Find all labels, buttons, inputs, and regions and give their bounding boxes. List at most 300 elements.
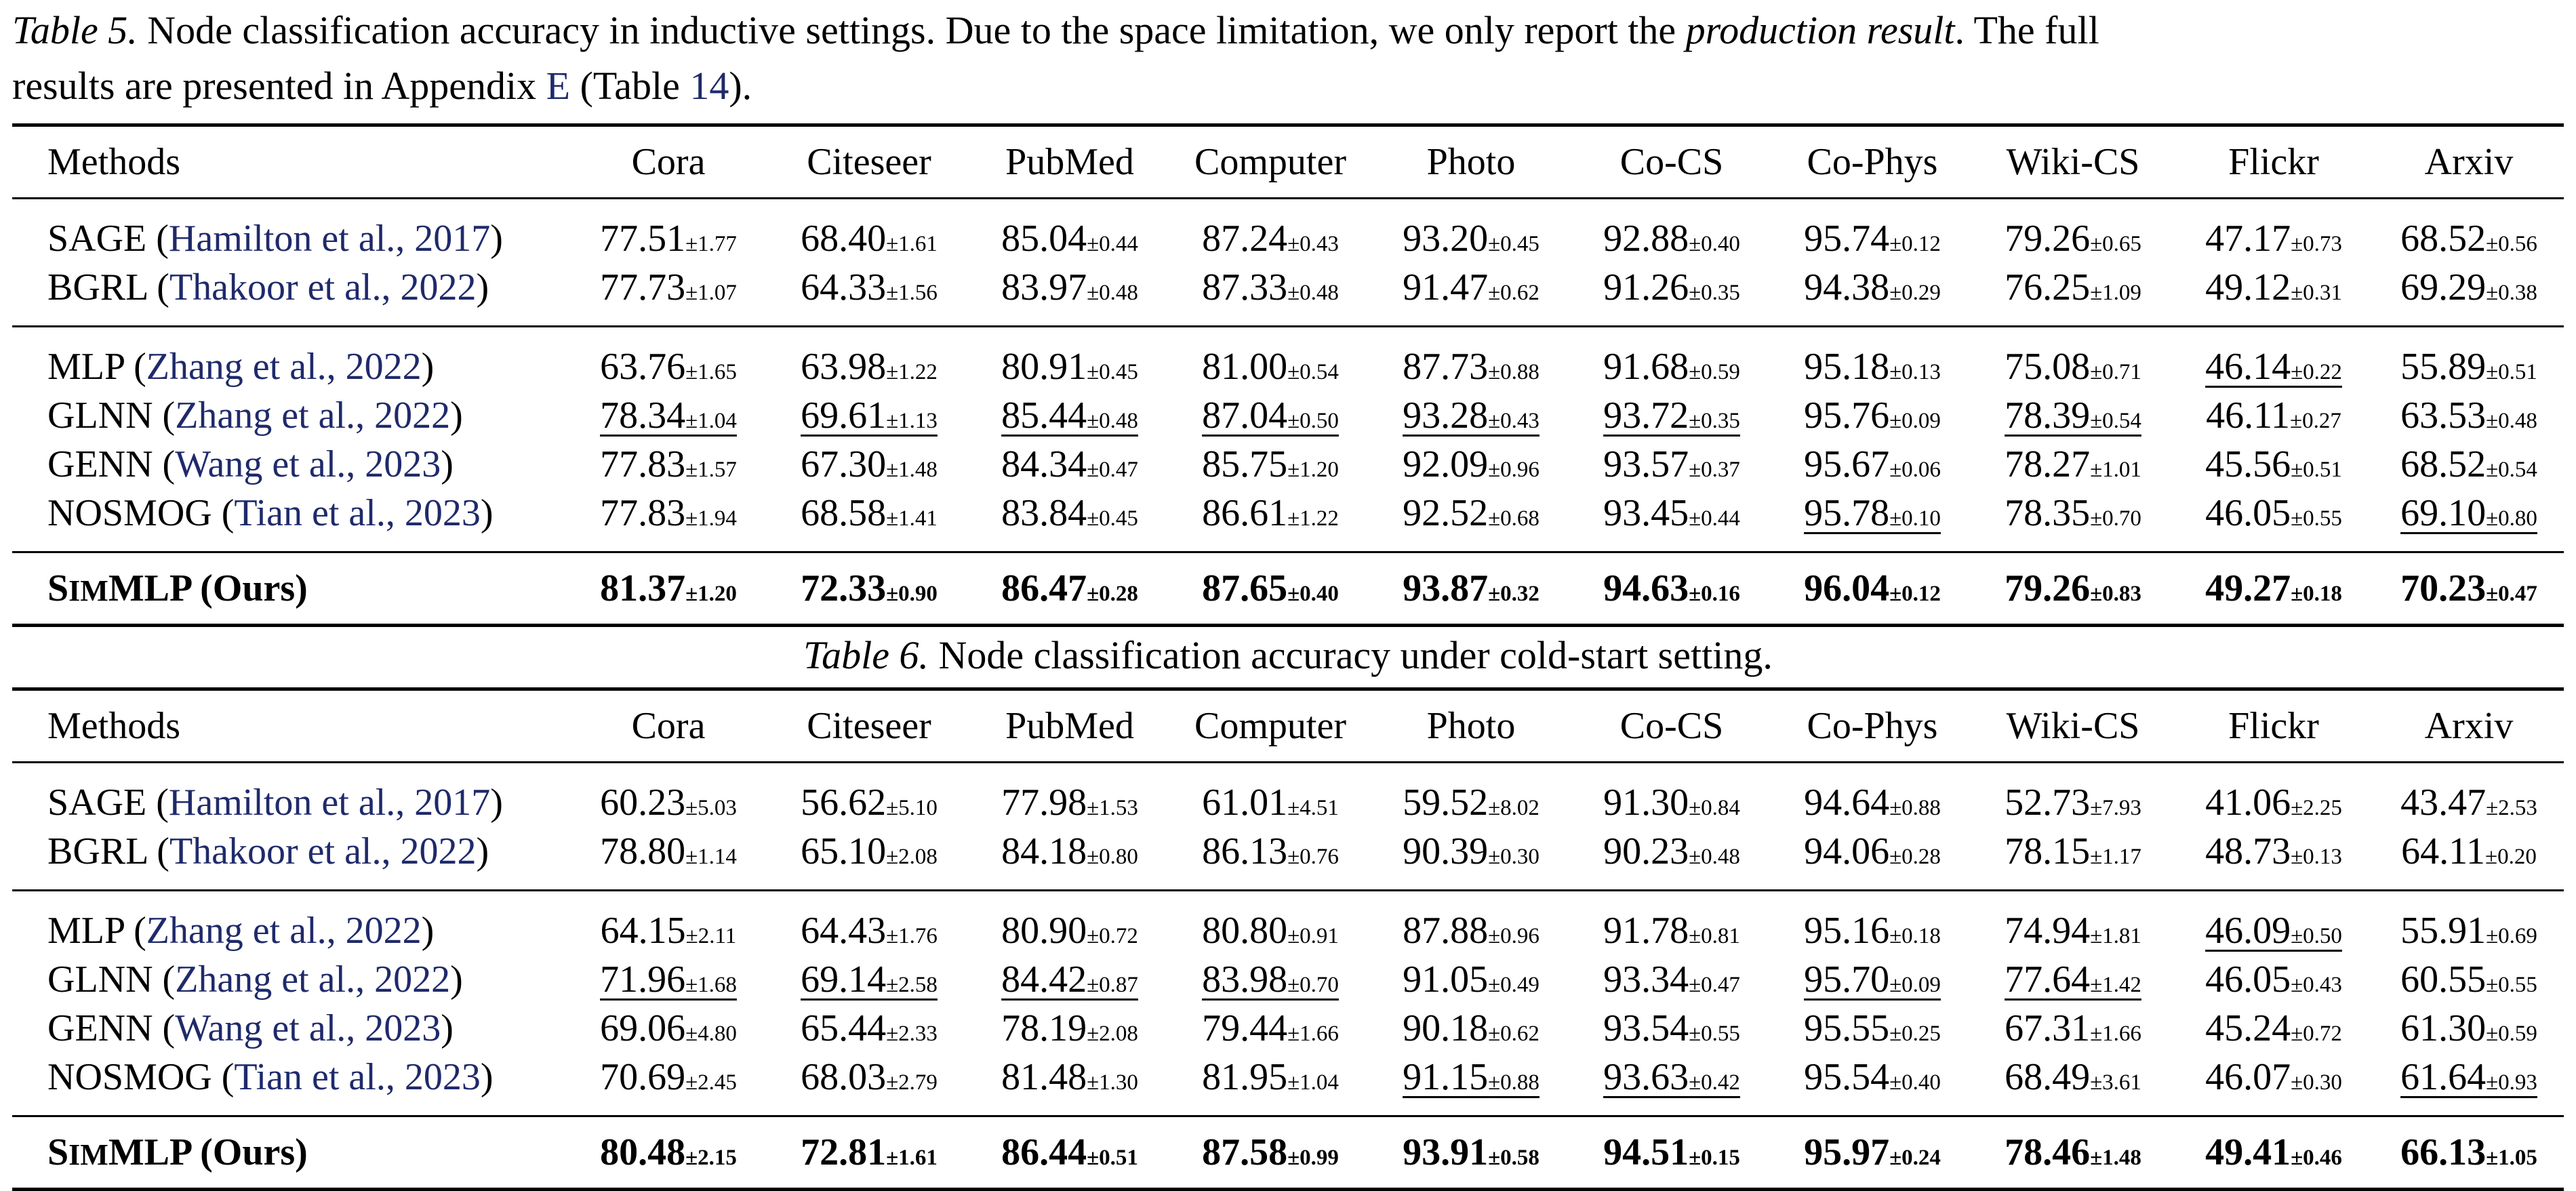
value-cell-ours bbox=[2374, 552, 2564, 626]
value-cell bbox=[1571, 263, 1772, 327]
value-cell bbox=[568, 891, 769, 956]
value-cell bbox=[769, 955, 969, 1004]
value-cell bbox=[1571, 891, 1772, 956]
value-cell-ours bbox=[568, 552, 769, 626]
value-cell bbox=[1371, 489, 1571, 552]
value-cell-ours bbox=[1973, 552, 2173, 626]
mean-value: 90.18 bbox=[1403, 1007, 1489, 1049]
citation-link[interactable]: Tian et al., 2023 bbox=[234, 1056, 481, 1098]
table5-caption-text-2: . The full bbox=[1954, 8, 2099, 52]
value-cell bbox=[1571, 827, 1772, 891]
value-cell bbox=[1772, 440, 1973, 489]
value-cell bbox=[1371, 891, 1571, 956]
table-row bbox=[12, 199, 2564, 264]
mean-value: 93.20 bbox=[1403, 218, 1489, 260]
ours-name-rest: MLP (Ours) bbox=[108, 1131, 308, 1173]
std-value: ±0.46 bbox=[2291, 1146, 2342, 1170]
value-cell bbox=[1973, 1004, 2173, 1053]
value-cell bbox=[1170, 827, 1371, 891]
value-cell bbox=[769, 827, 969, 891]
value-cell-ours bbox=[2173, 1116, 2374, 1190]
mean-value: 77.98 bbox=[1001, 782, 1087, 824]
method-cell: BGRL (Thakoor et al., 2022) bbox=[47, 266, 489, 308]
ours-name-smallcaps: IM bbox=[68, 574, 108, 607]
value-cell bbox=[2374, 199, 2564, 264]
table-row bbox=[12, 489, 2564, 552]
std-value: ±0.87 bbox=[1087, 973, 1138, 997]
std-value: ±0.06 bbox=[1889, 458, 1941, 482]
std-value: ±0.44 bbox=[1689, 506, 1740, 531]
std-value: ±0.20 bbox=[2485, 845, 2537, 869]
std-value: ±0.88 bbox=[1488, 1070, 1539, 1095]
mean-value: 78.27 bbox=[2005, 443, 2091, 485]
std-value: ±0.44 bbox=[1087, 232, 1138, 256]
value-cell bbox=[1973, 327, 2173, 392]
std-value: ±1.05 bbox=[2486, 1146, 2537, 1170]
mean-value: 68.52 bbox=[2400, 443, 2487, 485]
std-value: ±1.53 bbox=[1087, 796, 1138, 820]
mean-value: 46.11 bbox=[2206, 395, 2291, 437]
std-value: ±0.62 bbox=[1488, 281, 1539, 305]
std-value: ±1.61 bbox=[886, 1146, 938, 1170]
mean-value: 84.42 bbox=[1001, 958, 1087, 1001]
citation-link[interactable]: Thakoor et al., 2022 bbox=[169, 830, 477, 872]
mean-value: 87.65 bbox=[1202, 567, 1288, 609]
mean-value: 81.00 bbox=[1202, 346, 1288, 388]
mean-value: 78.39 bbox=[2005, 395, 2091, 437]
value-cell bbox=[2374, 891, 2564, 956]
citation-link[interactable]: Zhang et al., 2022 bbox=[175, 395, 451, 437]
value-cell bbox=[769, 891, 969, 956]
value-cell bbox=[1772, 489, 1973, 552]
std-value: ±0.80 bbox=[2486, 506, 2537, 531]
value-cell bbox=[769, 440, 969, 489]
std-value: ±0.62 bbox=[1488, 1022, 1539, 1046]
table5 bbox=[12, 123, 2564, 627]
mean-value: 80.91 bbox=[1001, 346, 1087, 388]
value-cell bbox=[2173, 327, 2374, 392]
value-cell bbox=[1973, 955, 2173, 1004]
mean-value: 68.52 bbox=[2400, 218, 2487, 260]
std-value: ±1.66 bbox=[1287, 1022, 1339, 1046]
mean-value: 95.16 bbox=[1804, 910, 1890, 952]
value-cell bbox=[2173, 955, 2374, 1004]
column-header: Co-CS bbox=[1571, 125, 1772, 199]
std-value: ±0.24 bbox=[1889, 1146, 1941, 1170]
mean-value: 93.63 bbox=[1603, 1056, 1689, 1098]
column-header: Wiki-CS bbox=[1973, 125, 2173, 199]
std-value: ±0.32 bbox=[1488, 582, 1539, 606]
std-value: ±0.30 bbox=[1488, 845, 1539, 869]
std-value: ±0.25 bbox=[1889, 1022, 1941, 1046]
mean-value: 71.96 bbox=[600, 958, 686, 1001]
std-value: ±1.14 bbox=[685, 845, 737, 869]
mean-value: 91.26 bbox=[1603, 266, 1689, 308]
mean-value: 61.64 bbox=[2400, 1056, 2487, 1098]
mean-value: 93.72 bbox=[1603, 395, 1689, 437]
value-cell-ours bbox=[769, 1116, 969, 1190]
mean-value: 91.47 bbox=[1403, 266, 1489, 308]
value-cell-ours bbox=[1571, 1116, 1772, 1190]
method-cell: BGRL (Thakoor et al., 2022) bbox=[47, 830, 489, 872]
mean-value: 86.13 bbox=[1202, 830, 1288, 872]
column-header: Co-Phys bbox=[1772, 125, 1973, 199]
std-value: ±0.51 bbox=[2486, 360, 2537, 384]
std-value: ±0.88 bbox=[1488, 360, 1539, 384]
mean-value: 79.44 bbox=[1202, 1007, 1288, 1049]
mean-value: 90.23 bbox=[1603, 830, 1689, 872]
value-cell bbox=[1571, 199, 1772, 264]
std-value: ±0.27 bbox=[2290, 409, 2341, 433]
value-cell bbox=[1170, 440, 1371, 489]
std-value: ±2.79 bbox=[886, 1070, 938, 1095]
value-cell bbox=[568, 763, 769, 828]
column-header: Flickr bbox=[2173, 125, 2374, 199]
std-value: ±1.76 bbox=[886, 924, 938, 948]
method-cell: GLNN (Zhang et al., 2022) bbox=[47, 958, 463, 1001]
std-value: ±0.91 bbox=[1287, 924, 1339, 948]
value-cell bbox=[769, 263, 969, 327]
value-cell bbox=[969, 955, 1170, 1004]
mean-value: 46.07 bbox=[2205, 1056, 2291, 1098]
std-value: ±0.71 bbox=[2090, 360, 2141, 384]
std-value: ±1.07 bbox=[685, 281, 737, 305]
std-value: ±0.48 bbox=[2486, 409, 2537, 433]
value-cell bbox=[1170, 263, 1371, 327]
mean-value: 92.88 bbox=[1603, 218, 1689, 260]
value-cell-ours bbox=[1371, 1116, 1571, 1190]
value-cell bbox=[969, 1053, 1170, 1116]
mean-value: 41.06 bbox=[2205, 782, 2291, 824]
method-cell: SAGE (Hamilton et al., 2017) bbox=[12, 199, 568, 264]
std-value: ±0.96 bbox=[1488, 458, 1539, 482]
header-row bbox=[12, 125, 2564, 199]
std-value: ±0.70 bbox=[1287, 973, 1339, 997]
table6-caption-text: Node classification accuracy under cold-start setting. bbox=[928, 633, 1773, 677]
mean-value: 64.43 bbox=[801, 910, 887, 952]
mean-value: 87.88 bbox=[1403, 910, 1489, 952]
std-value: ±1.48 bbox=[886, 458, 938, 482]
mean-value: 81.48 bbox=[1001, 1056, 1087, 1098]
value-cell bbox=[2173, 891, 2374, 956]
mean-value: 83.97 bbox=[1001, 266, 1087, 308]
value-cell bbox=[1973, 440, 2173, 489]
std-value: ±1.48 bbox=[2090, 1146, 2141, 1170]
mean-value: 93.28 bbox=[1403, 395, 1489, 437]
table-row bbox=[12, 263, 2564, 327]
std-value: ±0.55 bbox=[2291, 506, 2342, 531]
value-cell bbox=[1772, 391, 1973, 440]
column-header: PubMed bbox=[969, 689, 1170, 763]
mean-value: 78.34 bbox=[600, 395, 686, 437]
std-value: ±0.73 bbox=[2291, 232, 2342, 256]
method-cell-ours bbox=[12, 552, 568, 626]
std-value: ±0.45 bbox=[1087, 360, 1138, 384]
value-cell bbox=[969, 891, 1170, 956]
mean-value: 93.34 bbox=[1603, 958, 1689, 1001]
mean-value: 91.05 bbox=[1403, 958, 1489, 1001]
value-cell bbox=[769, 489, 969, 552]
ours-name-initial: S bbox=[47, 1131, 69, 1173]
std-value: ±1.65 bbox=[685, 360, 737, 384]
mean-value: 93.57 bbox=[1603, 443, 1689, 485]
appendix-link[interactable]: E bbox=[546, 64, 571, 108]
std-value: ±1.20 bbox=[685, 582, 737, 606]
std-value: ±2.15 bbox=[685, 1146, 737, 1170]
value-cell-ours bbox=[1371, 552, 1571, 626]
citation-link[interactable]: Tian et al., 2023 bbox=[234, 492, 481, 534]
mean-value: 77.51 bbox=[600, 218, 686, 260]
table14-link[interactable]: 14 bbox=[689, 64, 729, 108]
mean-value: 85.04 bbox=[1001, 218, 1087, 260]
method-cell: GENN (Wang et al., 2023) bbox=[47, 443, 454, 485]
mean-value: 64.11 bbox=[2401, 830, 2486, 872]
mean-value: 68.03 bbox=[801, 1056, 887, 1098]
ours-name-rest: MLP (Ours) bbox=[108, 567, 308, 609]
mean-value: 52.73 bbox=[2005, 782, 2091, 824]
value-cell bbox=[2374, 391, 2564, 440]
value-cell bbox=[568, 955, 769, 1004]
mean-value: 55.89 bbox=[2400, 346, 2487, 388]
std-value: ±0.50 bbox=[2291, 924, 2342, 948]
table5-caption-line2-b: (Table bbox=[570, 64, 690, 108]
value-cell bbox=[1371, 391, 1571, 440]
citation-link[interactable]: Hamilton et al., 2017 bbox=[168, 782, 491, 824]
method-name: MLP bbox=[47, 910, 125, 952]
mean-value: 69.06 bbox=[600, 1007, 686, 1049]
value-cell bbox=[969, 440, 1170, 489]
std-value: ±0.48 bbox=[1087, 409, 1138, 433]
method-name: SAGE bbox=[47, 218, 147, 260]
std-value: ±2.25 bbox=[2291, 796, 2342, 820]
citation-link[interactable]: Wang et al., 2023 bbox=[175, 1007, 441, 1049]
value-cell bbox=[1170, 489, 1371, 552]
std-value: ±1.66 bbox=[2090, 1022, 2141, 1046]
citation-link[interactable]: Wang et al., 2023 bbox=[175, 443, 441, 485]
column-header: Arxiv bbox=[2374, 689, 2564, 763]
table-row bbox=[12, 891, 2564, 956]
std-value: ±0.15 bbox=[1689, 1146, 1740, 1170]
table-row bbox=[12, 763, 2564, 828]
mean-value: 87.73 bbox=[1403, 346, 1489, 388]
value-cell bbox=[1371, 955, 1571, 1004]
method-name: GENN bbox=[47, 1007, 153, 1049]
method-name: NOSMOG bbox=[47, 492, 212, 534]
std-value: ±1.13 bbox=[886, 409, 938, 433]
column-header: Computer bbox=[1170, 689, 1371, 763]
mean-value: 69.61 bbox=[801, 395, 887, 437]
column-header: Cora bbox=[568, 689, 769, 763]
mean-value: 49.41 bbox=[2205, 1131, 2291, 1173]
std-value: ±0.18 bbox=[1889, 924, 1941, 948]
table5-caption-line2-a: results are presented in Appendix bbox=[12, 64, 546, 108]
value-cell bbox=[1973, 1053, 2173, 1116]
mean-value: 86.47 bbox=[1001, 567, 1087, 609]
table5-caption-italic: production result bbox=[1685, 8, 1955, 52]
value-cell bbox=[769, 199, 969, 264]
mean-value: 69.10 bbox=[2400, 492, 2487, 534]
value-cell bbox=[2374, 263, 2564, 327]
std-value: ±0.55 bbox=[1689, 1022, 1740, 1046]
citation-link[interactable]: Hamilton et al., 2017 bbox=[168, 218, 491, 260]
column-header: Methods bbox=[12, 689, 568, 763]
table6-caption-label: Table 6. bbox=[803, 633, 929, 677]
value-cell bbox=[1973, 763, 2173, 828]
std-value: ±0.10 bbox=[1889, 506, 1941, 531]
mean-value: 65.10 bbox=[801, 830, 887, 872]
std-value: ±0.59 bbox=[2486, 1022, 2537, 1046]
value-cell bbox=[969, 263, 1170, 327]
citation-link[interactable]: Zhang et al., 2022 bbox=[175, 958, 451, 1001]
mean-value: 87.24 bbox=[1202, 218, 1288, 260]
mean-value: 95.54 bbox=[1804, 1056, 1890, 1098]
value-cell bbox=[1170, 1053, 1371, 1116]
table-row bbox=[12, 391, 2564, 440]
std-value: ±1.42 bbox=[2090, 973, 2141, 997]
table5-caption-text-1: Node classification accuracy in inductive settings. Due to the space limitation, we only report the bbox=[137, 8, 1686, 52]
mean-value: 83.98 bbox=[1202, 958, 1288, 1001]
table6-caption bbox=[12, 628, 2564, 683]
std-value: ±0.31 bbox=[2291, 281, 2342, 305]
std-value: ±4.51 bbox=[1287, 796, 1339, 820]
mean-value: 77.73 bbox=[600, 266, 686, 308]
value-cell bbox=[1973, 891, 2173, 956]
mean-value: 95.97 bbox=[1804, 1131, 1890, 1173]
std-value: ±1.04 bbox=[1287, 1070, 1339, 1095]
mean-value: 84.34 bbox=[1001, 443, 1087, 485]
std-value: ±5.10 bbox=[886, 796, 938, 820]
mean-value: 72.81 bbox=[801, 1131, 887, 1173]
mean-value: 90.39 bbox=[1403, 830, 1489, 872]
mean-value: 94.63 bbox=[1603, 567, 1689, 609]
mean-value: 68.40 bbox=[801, 218, 887, 260]
value-cell bbox=[2374, 763, 2564, 828]
value-cell bbox=[969, 827, 1170, 891]
method-cell: MLP (Zhang et al., 2022) bbox=[12, 327, 568, 392]
mean-value: 61.01 bbox=[1202, 782, 1288, 824]
value-cell bbox=[1371, 327, 1571, 392]
citation-link[interactable]: Thakoor et al., 2022 bbox=[169, 266, 477, 308]
value-cell bbox=[969, 489, 1170, 552]
std-value: ±1.61 bbox=[886, 232, 938, 256]
mean-value: 91.15 bbox=[1403, 1056, 1489, 1098]
mean-value: 86.44 bbox=[1001, 1131, 1087, 1173]
std-value: ±0.51 bbox=[2291, 458, 2342, 482]
ours-name-initial: S bbox=[47, 567, 69, 609]
std-value: ±1.94 bbox=[685, 506, 737, 531]
std-value: ±0.43 bbox=[1488, 409, 1539, 433]
value-cell-ours bbox=[1973, 1116, 2173, 1190]
std-value: ±1.22 bbox=[886, 360, 938, 384]
mean-value: 65.44 bbox=[801, 1007, 887, 1049]
value-cell bbox=[2374, 327, 2564, 392]
method-cell: NOSMOG (Tian et al., 2023) bbox=[47, 1056, 494, 1098]
std-value: ±0.93 bbox=[2486, 1070, 2537, 1095]
mean-value: 95.74 bbox=[1804, 218, 1890, 260]
value-cell-ours bbox=[1170, 552, 1371, 626]
mean-value: 46.05 bbox=[2205, 492, 2291, 534]
mean-value: 46.14 bbox=[2205, 346, 2291, 388]
mean-value: 46.09 bbox=[2205, 910, 2291, 952]
std-value: ±0.55 bbox=[2486, 973, 2537, 997]
method-cell: GENN (Wang et al., 2023) bbox=[47, 1007, 454, 1049]
column-header: Citeseer bbox=[769, 689, 969, 763]
method-cell: SAGE (Hamilton et al., 2017) bbox=[12, 763, 568, 828]
std-value: ±0.80 bbox=[1087, 845, 1138, 869]
mean-value: 95.67 bbox=[1804, 443, 1890, 485]
std-value: ±0.51 bbox=[1087, 1146, 1138, 1170]
value-cell bbox=[769, 763, 969, 828]
value-cell bbox=[2173, 1004, 2374, 1053]
value-cell bbox=[1772, 199, 1973, 264]
std-value: ±0.72 bbox=[1087, 924, 1138, 948]
mean-value: 74.94 bbox=[2005, 910, 2091, 952]
value-cell bbox=[568, 827, 769, 891]
std-value: ±0.45 bbox=[1488, 232, 1539, 256]
column-header: Co-CS bbox=[1571, 689, 1772, 763]
value-cell bbox=[1170, 327, 1371, 392]
mean-value: 64.33 bbox=[801, 266, 887, 308]
mean-value: 67.30 bbox=[801, 443, 887, 485]
method-name: NOSMOG bbox=[47, 1056, 212, 1098]
mean-value: 78.35 bbox=[2005, 492, 2091, 534]
std-value: ±0.48 bbox=[1689, 845, 1740, 869]
value-cell bbox=[1571, 955, 1772, 1004]
std-value: ±0.81 bbox=[1689, 924, 1740, 948]
column-header: Photo bbox=[1371, 125, 1571, 199]
table-row bbox=[12, 327, 2564, 392]
value-cell bbox=[2173, 827, 2374, 891]
std-value: ±2.08 bbox=[1087, 1022, 1138, 1046]
value-cell-ours bbox=[1772, 1116, 1973, 1190]
value-cell bbox=[2374, 1053, 2564, 1116]
value-cell bbox=[2374, 440, 2564, 489]
mean-value: 63.76 bbox=[600, 346, 686, 388]
std-value: ±0.54 bbox=[2090, 409, 2141, 433]
std-value: ±3.61 bbox=[2090, 1070, 2141, 1095]
citation-link[interactable]: Zhang et al., 2022 bbox=[146, 346, 422, 388]
citation-link[interactable]: Zhang et al., 2022 bbox=[146, 910, 422, 952]
std-value: ±0.59 bbox=[1689, 360, 1740, 384]
std-value: ±1.17 bbox=[2090, 845, 2141, 869]
std-value: ±0.28 bbox=[1087, 582, 1138, 606]
mean-value: 84.18 bbox=[1001, 830, 1087, 872]
value-cell bbox=[1170, 199, 1371, 264]
value-cell bbox=[1772, 827, 1973, 891]
ours-row bbox=[12, 552, 2564, 626]
method-name: GENN bbox=[47, 443, 153, 485]
mean-value: 87.58 bbox=[1202, 1131, 1288, 1173]
mean-value: 94.06 bbox=[1804, 830, 1890, 872]
column-header: Arxiv bbox=[2374, 125, 2564, 199]
mean-value: 78.46 bbox=[2005, 1131, 2091, 1173]
std-value: ±0.47 bbox=[1087, 458, 1138, 482]
mean-value: 95.70 bbox=[1804, 958, 1890, 1001]
std-value: ±0.28 bbox=[1889, 845, 1941, 869]
mean-value: 70.23 bbox=[2400, 567, 2487, 609]
mean-value: 93.91 bbox=[1403, 1131, 1489, 1173]
mean-value: 67.31 bbox=[2005, 1007, 2091, 1049]
std-value: ±0.58 bbox=[1488, 1146, 1539, 1170]
std-value: ±0.90 bbox=[886, 582, 938, 606]
mean-value: 76.25 bbox=[2005, 266, 2091, 308]
column-header: Wiki-CS bbox=[1973, 689, 2173, 763]
value-cell bbox=[1371, 440, 1571, 489]
mean-value: 59.52 bbox=[1403, 782, 1489, 824]
value-cell bbox=[1170, 1004, 1371, 1053]
value-cell bbox=[1772, 263, 1973, 327]
value-cell bbox=[2173, 489, 2374, 552]
